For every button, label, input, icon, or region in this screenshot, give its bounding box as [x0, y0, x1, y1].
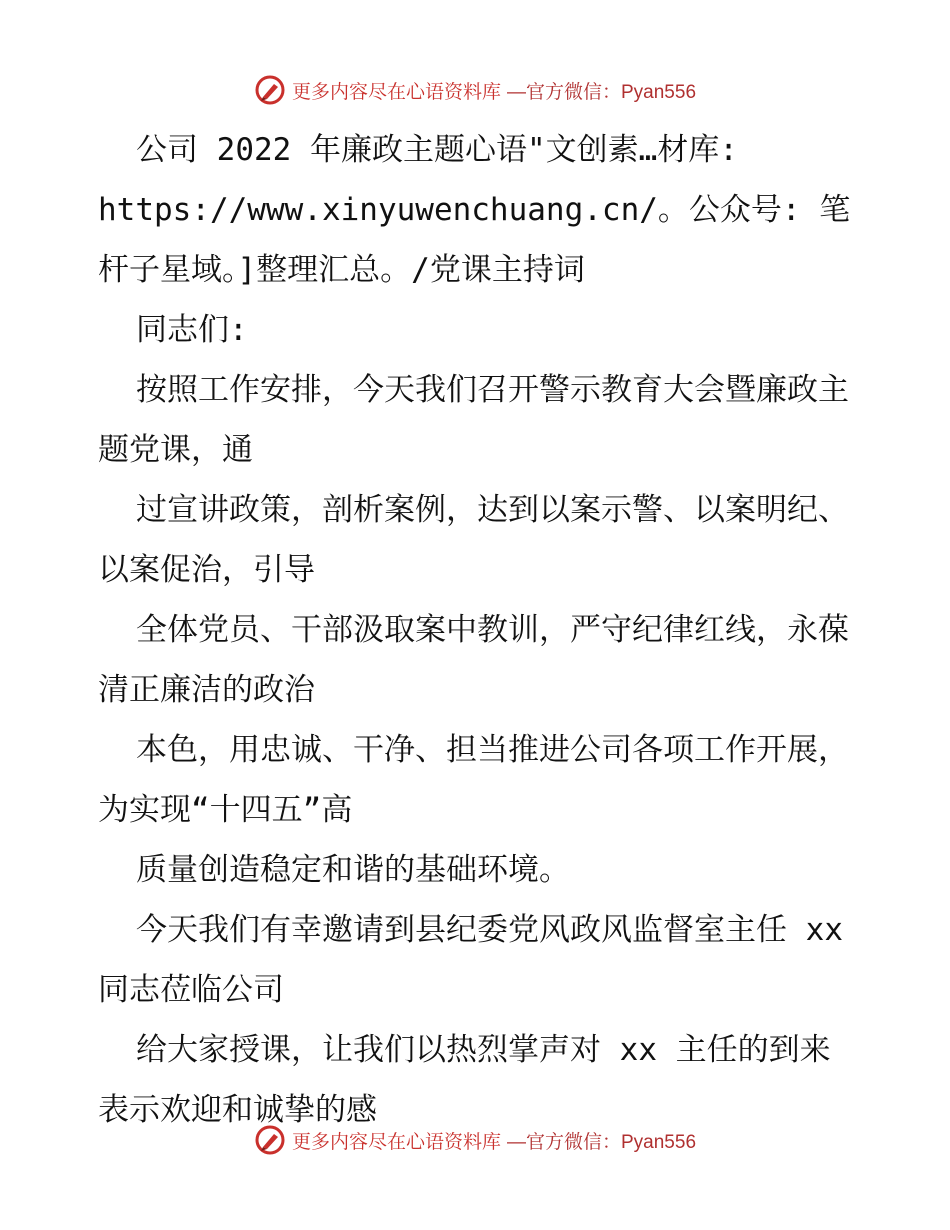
- paragraph: 质量创造稳定和谐的基础环境。: [136, 852, 570, 888]
- header-banner: [0, 70, 950, 110]
- paragraph: 过宣讲政策，剖析案例，达到以案示警、以案明纪、以案促治，引导: [98, 492, 849, 588]
- paragraph: 按照工作安排，今天我们召开警示教育大会暨廉政主题党课，通: [98, 372, 849, 468]
- paragraph: 公司 2022 年廉政主题心语"文创素…材库: https://www.xinyuwenchuang.cn/。公众号: 笔杆子星域。]整理汇总。/党课主持词: [98, 132, 851, 288]
- document-body: [98, 120, 858, 1140]
- footer-banner: [0, 1120, 950, 1160]
- paragraph: 同志们:: [136, 312, 248, 348]
- footer-banner-tail: —官方微信：Pyan556: [507, 1131, 697, 1153]
- paragraph: 给大家授课，让我们以热烈掌声对 xx 主任的到来表示欢迎和诚挚的感: [98, 1032, 831, 1128]
- footer-banner-text: 更多内容尽在心语资料库: [291, 1130, 501, 1153]
- paragraph: 全体党员、干部汲取案中教训，严守纪律红线，永葆清正廉洁的政治: [98, 612, 849, 708]
- paragraph: 今天我们有幸邀请到县纪委党风政风监督室主任 xx 同志莅临公司: [98, 912, 843, 1008]
- pen-logo-icon: [254, 74, 286, 106]
- header-banner-tail: —官方微信：Pyan556: [507, 81, 697, 103]
- header-banner-text: 更多内容尽在心语资料库: [291, 80, 501, 103]
- paragraph: 本色，用忠诚、干净、担当推进公司各项工作开展，为实现“十四五”高: [98, 732, 849, 828]
- pen-logo-icon: [254, 1124, 286, 1156]
